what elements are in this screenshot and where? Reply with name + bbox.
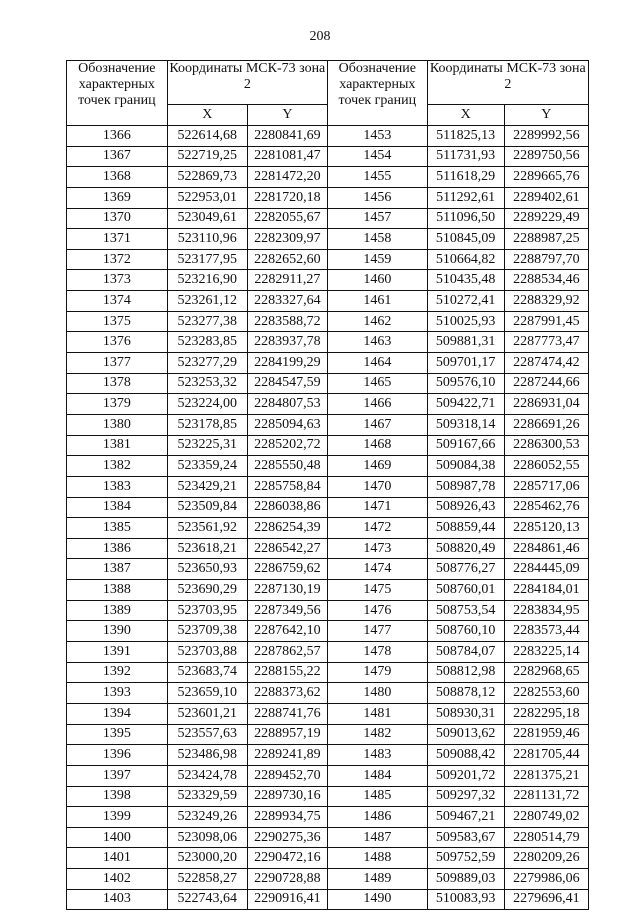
y-right: 2281959,46 bbox=[504, 724, 588, 745]
x-left: 523486,98 bbox=[167, 745, 247, 766]
point-id-right: 1478 bbox=[327, 642, 427, 663]
table-row bbox=[67, 642, 589, 663]
x-right: 508878,12 bbox=[427, 683, 504, 704]
table-row bbox=[67, 765, 589, 786]
table-row bbox=[67, 208, 589, 229]
y-right: 2286931,04 bbox=[504, 394, 588, 415]
header-x-left: X bbox=[167, 105, 247, 126]
point-id-right: 1461 bbox=[327, 291, 427, 312]
y-right: 2280209,26 bbox=[504, 848, 588, 869]
point-id-left: 1396 bbox=[67, 745, 168, 766]
x-right: 509422,71 bbox=[427, 394, 504, 415]
point-id-left: 1389 bbox=[67, 600, 168, 621]
y-left: 2281720,18 bbox=[247, 187, 327, 208]
header-coords-right: Координаты МСК-73 зона 2 bbox=[427, 61, 588, 105]
coordinates-table bbox=[66, 60, 589, 910]
x-right: 511618,29 bbox=[427, 167, 504, 188]
table-row bbox=[67, 497, 589, 518]
x-right: 510272,41 bbox=[427, 291, 504, 312]
y-right: 2283834,95 bbox=[504, 600, 588, 621]
point-id-left: 1388 bbox=[67, 580, 168, 601]
table-row bbox=[67, 311, 589, 332]
point-id-right: 1476 bbox=[327, 600, 427, 621]
x-left: 522953,01 bbox=[167, 187, 247, 208]
point-id-right: 1485 bbox=[327, 786, 427, 807]
table-row bbox=[67, 332, 589, 353]
y-right: 2285462,76 bbox=[504, 497, 588, 518]
x-left: 523709,38 bbox=[167, 621, 247, 642]
point-id-left: 1376 bbox=[67, 332, 168, 353]
point-id-right: 1464 bbox=[327, 353, 427, 374]
y-left: 2287349,56 bbox=[247, 600, 327, 621]
point-id-right: 1462 bbox=[327, 311, 427, 332]
point-id-left: 1378 bbox=[67, 373, 168, 394]
y-left: 2286542,27 bbox=[247, 538, 327, 559]
x-left: 523225,31 bbox=[167, 435, 247, 456]
point-id-right: 1479 bbox=[327, 662, 427, 683]
x-right: 511292,61 bbox=[427, 187, 504, 208]
header-coords-left: Координаты МСК-73 зона 2 bbox=[167, 61, 327, 105]
point-id-right: 1460 bbox=[327, 270, 427, 291]
point-id-left: 1373 bbox=[67, 270, 168, 291]
y-left: 2286254,39 bbox=[247, 518, 327, 539]
point-id-left: 1386 bbox=[67, 538, 168, 559]
y-left: 2285550,48 bbox=[247, 456, 327, 477]
y-right: 2289750,56 bbox=[504, 146, 588, 167]
x-left: 523703,88 bbox=[167, 642, 247, 663]
y-right: 2289665,76 bbox=[504, 167, 588, 188]
table-row bbox=[67, 621, 589, 642]
x-left: 522858,27 bbox=[167, 869, 247, 890]
point-id-right: 1467 bbox=[327, 414, 427, 435]
x-right: 508820,49 bbox=[427, 538, 504, 559]
x-left: 523249,26 bbox=[167, 807, 247, 828]
y-right: 2287991,45 bbox=[504, 311, 588, 332]
point-id-right: 1480 bbox=[327, 683, 427, 704]
x-left: 523561,92 bbox=[167, 518, 247, 539]
x-right: 508930,31 bbox=[427, 703, 504, 724]
x-left: 523359,24 bbox=[167, 456, 247, 477]
x-left: 523618,21 bbox=[167, 538, 247, 559]
x-right: 509701,17 bbox=[427, 353, 504, 374]
point-id-left: 1366 bbox=[67, 126, 168, 147]
point-id-right: 1454 bbox=[327, 146, 427, 167]
point-id-left: 1367 bbox=[67, 146, 168, 167]
x-right: 510025,93 bbox=[427, 311, 504, 332]
header-y-left: Y bbox=[247, 105, 327, 126]
point-id-left: 1403 bbox=[67, 889, 168, 910]
y-right: 2282553,60 bbox=[504, 683, 588, 704]
table-row bbox=[67, 559, 589, 580]
y-left: 2288741,76 bbox=[247, 703, 327, 724]
table-row bbox=[67, 414, 589, 435]
y-right: 2281705,44 bbox=[504, 745, 588, 766]
y-left: 2287130,19 bbox=[247, 580, 327, 601]
x-right: 508926,43 bbox=[427, 497, 504, 518]
table-row bbox=[67, 126, 589, 147]
point-id-right: 1471 bbox=[327, 497, 427, 518]
point-id-left: 1381 bbox=[67, 435, 168, 456]
y-left: 2283327,64 bbox=[247, 291, 327, 312]
y-left: 2281472,20 bbox=[247, 167, 327, 188]
point-id-right: 1466 bbox=[327, 394, 427, 415]
table-row bbox=[67, 869, 589, 890]
y-left: 2281081,47 bbox=[247, 146, 327, 167]
y-left: 2282055,67 bbox=[247, 208, 327, 229]
table-row bbox=[67, 683, 589, 704]
table-row bbox=[67, 249, 589, 270]
x-right: 508760,01 bbox=[427, 580, 504, 601]
y-left: 2290275,36 bbox=[247, 827, 327, 848]
table-row bbox=[67, 848, 589, 869]
point-id-left: 1369 bbox=[67, 187, 168, 208]
y-right: 2284445,09 bbox=[504, 559, 588, 580]
x-left: 523650,93 bbox=[167, 559, 247, 580]
point-id-right: 1486 bbox=[327, 807, 427, 828]
x-right: 509088,42 bbox=[427, 745, 504, 766]
x-right: 509583,67 bbox=[427, 827, 504, 848]
y-right: 2286691,26 bbox=[504, 414, 588, 435]
y-right: 2280749,02 bbox=[504, 807, 588, 828]
table-row bbox=[67, 827, 589, 848]
table-row bbox=[67, 353, 589, 374]
point-id-right: 1484 bbox=[327, 765, 427, 786]
table-row bbox=[67, 476, 589, 497]
y-left: 2284547,59 bbox=[247, 373, 327, 394]
x-right: 510435,48 bbox=[427, 270, 504, 291]
y-right: 2289229,49 bbox=[504, 208, 588, 229]
point-id-left: 1387 bbox=[67, 559, 168, 580]
point-id-right: 1459 bbox=[327, 249, 427, 270]
x-right: 510845,09 bbox=[427, 229, 504, 250]
point-id-left: 1395 bbox=[67, 724, 168, 745]
table-row bbox=[67, 889, 589, 910]
point-id-right: 1488 bbox=[327, 848, 427, 869]
x-right: 511825,13 bbox=[427, 126, 504, 147]
x-right: 508753,54 bbox=[427, 600, 504, 621]
y-left: 2284807,53 bbox=[247, 394, 327, 415]
point-id-right: 1477 bbox=[327, 621, 427, 642]
x-right: 509013,62 bbox=[427, 724, 504, 745]
x-right: 508776,27 bbox=[427, 559, 504, 580]
x-right: 509297,32 bbox=[427, 786, 504, 807]
table-row bbox=[67, 146, 589, 167]
x-left: 523000,20 bbox=[167, 848, 247, 869]
point-id-right: 1456 bbox=[327, 187, 427, 208]
y-left: 2286759,62 bbox=[247, 559, 327, 580]
y-left: 2283937,78 bbox=[247, 332, 327, 353]
x-right: 509467,21 bbox=[427, 807, 504, 828]
table-row bbox=[67, 394, 589, 415]
point-id-left: 1392 bbox=[67, 662, 168, 683]
x-left: 523098,06 bbox=[167, 827, 247, 848]
x-right: 510083,93 bbox=[427, 889, 504, 910]
x-left: 523557,63 bbox=[167, 724, 247, 745]
table-row bbox=[67, 229, 589, 250]
x-left: 522743,64 bbox=[167, 889, 247, 910]
y-left: 2288155,22 bbox=[247, 662, 327, 683]
x-right: 509167,66 bbox=[427, 435, 504, 456]
y-left: 2289241,89 bbox=[247, 745, 327, 766]
table-row bbox=[67, 600, 589, 621]
x-left: 523601,21 bbox=[167, 703, 247, 724]
point-id-right: 1455 bbox=[327, 167, 427, 188]
y-left: 2282652,60 bbox=[247, 249, 327, 270]
x-left: 523261,12 bbox=[167, 291, 247, 312]
x-left: 522869,73 bbox=[167, 167, 247, 188]
x-left: 523110,96 bbox=[167, 229, 247, 250]
table-row bbox=[67, 518, 589, 539]
x-left: 523224,00 bbox=[167, 394, 247, 415]
point-id-left: 1385 bbox=[67, 518, 168, 539]
point-id-left: 1402 bbox=[67, 869, 168, 890]
y-right: 2284861,46 bbox=[504, 538, 588, 559]
table-row bbox=[67, 703, 589, 724]
x-left: 523178,85 bbox=[167, 414, 247, 435]
point-id-right: 1472 bbox=[327, 518, 427, 539]
x-right: 509881,31 bbox=[427, 332, 504, 353]
x-left: 523429,21 bbox=[167, 476, 247, 497]
x-left: 523690,29 bbox=[167, 580, 247, 601]
y-left: 2287862,57 bbox=[247, 642, 327, 663]
y-left: 2280841,69 bbox=[247, 126, 327, 147]
y-right: 2281131,72 bbox=[504, 786, 588, 807]
x-left: 523329,59 bbox=[167, 786, 247, 807]
point-id-right: 1470 bbox=[327, 476, 427, 497]
x-right: 509889,03 bbox=[427, 869, 504, 890]
table-row bbox=[67, 270, 589, 291]
table-row bbox=[67, 435, 589, 456]
x-left: 523283,85 bbox=[167, 332, 247, 353]
y-right: 2283573,44 bbox=[504, 621, 588, 642]
point-id-left: 1398 bbox=[67, 786, 168, 807]
x-left: 522614,68 bbox=[167, 126, 247, 147]
point-id-left: 1379 bbox=[67, 394, 168, 415]
point-id-left: 1375 bbox=[67, 311, 168, 332]
y-right: 2288797,70 bbox=[504, 249, 588, 270]
x-left: 522719,25 bbox=[167, 146, 247, 167]
table-row bbox=[67, 745, 589, 766]
point-id-right: 1473 bbox=[327, 538, 427, 559]
table-row bbox=[67, 538, 589, 559]
point-id-right: 1468 bbox=[327, 435, 427, 456]
point-id-right: 1463 bbox=[327, 332, 427, 353]
point-id-left: 1372 bbox=[67, 249, 168, 270]
point-id-left: 1370 bbox=[67, 208, 168, 229]
y-left: 2285758,84 bbox=[247, 476, 327, 497]
y-left: 2290472,16 bbox=[247, 848, 327, 869]
y-right: 2279986,06 bbox=[504, 869, 588, 890]
point-id-right: 1469 bbox=[327, 456, 427, 477]
x-left: 523277,29 bbox=[167, 353, 247, 374]
table-row bbox=[67, 724, 589, 745]
y-left: 2285202,72 bbox=[247, 435, 327, 456]
x-left: 523424,78 bbox=[167, 765, 247, 786]
y-right: 2286300,53 bbox=[504, 435, 588, 456]
x-right: 509576,10 bbox=[427, 373, 504, 394]
x-right: 511731,93 bbox=[427, 146, 504, 167]
x-left: 523277,38 bbox=[167, 311, 247, 332]
point-id-right: 1482 bbox=[327, 724, 427, 745]
x-right: 509201,72 bbox=[427, 765, 504, 786]
header-point-label-left: Обозначение характерных точек границ bbox=[67, 61, 168, 126]
point-id-right: 1487 bbox=[327, 827, 427, 848]
point-id-right: 1474 bbox=[327, 559, 427, 580]
x-right: 510664,82 bbox=[427, 249, 504, 270]
point-id-right: 1490 bbox=[327, 889, 427, 910]
y-left: 2285094,63 bbox=[247, 414, 327, 435]
table-row bbox=[67, 291, 589, 312]
table-row bbox=[67, 786, 589, 807]
point-id-right: 1458 bbox=[327, 229, 427, 250]
y-left: 2286038,86 bbox=[247, 497, 327, 518]
point-id-left: 1400 bbox=[67, 827, 168, 848]
header-x-right: X bbox=[427, 105, 504, 126]
point-id-left: 1371 bbox=[67, 229, 168, 250]
y-right: 2282295,18 bbox=[504, 703, 588, 724]
y-right: 2287773,47 bbox=[504, 332, 588, 353]
y-right: 2279696,41 bbox=[504, 889, 588, 910]
y-right: 2285717,06 bbox=[504, 476, 588, 497]
x-left: 523683,74 bbox=[167, 662, 247, 683]
point-id-right: 1475 bbox=[327, 580, 427, 601]
y-left: 2284199,29 bbox=[247, 353, 327, 374]
point-id-left: 1397 bbox=[67, 765, 168, 786]
point-id-left: 1401 bbox=[67, 848, 168, 869]
y-right: 2282968,65 bbox=[504, 662, 588, 683]
y-right: 2287474,42 bbox=[504, 353, 588, 374]
point-id-right: 1465 bbox=[327, 373, 427, 394]
point-id-right: 1483 bbox=[327, 745, 427, 766]
x-right: 511096,50 bbox=[427, 208, 504, 229]
point-id-left: 1393 bbox=[67, 683, 168, 704]
x-left: 523216,90 bbox=[167, 270, 247, 291]
x-right: 509318,14 bbox=[427, 414, 504, 435]
table-row bbox=[67, 807, 589, 828]
y-left: 2290728,88 bbox=[247, 869, 327, 890]
x-right: 508859,44 bbox=[427, 518, 504, 539]
point-id-right: 1481 bbox=[327, 703, 427, 724]
y-right: 2283225,14 bbox=[504, 642, 588, 663]
point-id-left: 1390 bbox=[67, 621, 168, 642]
x-left: 523509,84 bbox=[167, 497, 247, 518]
y-left: 2288957,19 bbox=[247, 724, 327, 745]
table-row bbox=[67, 580, 589, 601]
y-left: 2290916,41 bbox=[247, 889, 327, 910]
x-right: 508812,98 bbox=[427, 662, 504, 683]
table-row bbox=[67, 373, 589, 394]
point-id-left: 1368 bbox=[67, 167, 168, 188]
x-left: 523177,95 bbox=[167, 249, 247, 270]
y-right: 2288329,92 bbox=[504, 291, 588, 312]
y-right: 2284184,01 bbox=[504, 580, 588, 601]
x-right: 508784,07 bbox=[427, 642, 504, 663]
point-id-left: 1380 bbox=[67, 414, 168, 435]
y-left: 2282309,97 bbox=[247, 229, 327, 250]
y-left: 2282911,27 bbox=[247, 270, 327, 291]
table-row bbox=[67, 662, 589, 683]
y-left: 2289452,70 bbox=[247, 765, 327, 786]
point-id-right: 1453 bbox=[327, 126, 427, 147]
point-id-left: 1374 bbox=[67, 291, 168, 312]
y-right: 2289992,56 bbox=[504, 126, 588, 147]
y-right: 2287244,66 bbox=[504, 373, 588, 394]
table-row bbox=[67, 456, 589, 477]
x-right: 508987,78 bbox=[427, 476, 504, 497]
x-left: 523659,10 bbox=[167, 683, 247, 704]
point-id-left: 1383 bbox=[67, 476, 168, 497]
header-point-label-right: Обозначение характерных точек границ bbox=[327, 61, 427, 126]
x-left: 523703,95 bbox=[167, 600, 247, 621]
x-left: 523049,61 bbox=[167, 208, 247, 229]
x-left: 523253,32 bbox=[167, 373, 247, 394]
y-right: 2285120,13 bbox=[504, 518, 588, 539]
y-right: 2280514,79 bbox=[504, 827, 588, 848]
point-id-left: 1394 bbox=[67, 703, 168, 724]
point-id-right: 1457 bbox=[327, 208, 427, 229]
page-number: 208 bbox=[309, 29, 331, 44]
point-id-left: 1377 bbox=[67, 353, 168, 374]
y-right: 2281375,21 bbox=[504, 765, 588, 786]
x-right: 508760,10 bbox=[427, 621, 504, 642]
y-left: 2283588,72 bbox=[247, 311, 327, 332]
point-id-right: 1489 bbox=[327, 869, 427, 890]
point-id-left: 1391 bbox=[67, 642, 168, 663]
y-right: 2289402,61 bbox=[504, 187, 588, 208]
point-id-left: 1384 bbox=[67, 497, 168, 518]
table-row bbox=[67, 187, 589, 208]
x-right: 509084,38 bbox=[427, 456, 504, 477]
y-right: 2288534,46 bbox=[504, 270, 588, 291]
y-left: 2289730,16 bbox=[247, 786, 327, 807]
y-right: 2286052,55 bbox=[504, 456, 588, 477]
y-left: 2287642,10 bbox=[247, 621, 327, 642]
table-body bbox=[67, 126, 589, 910]
table-row bbox=[67, 167, 589, 188]
x-right: 509752,59 bbox=[427, 848, 504, 869]
y-left: 2289934,75 bbox=[247, 807, 327, 828]
y-right: 2288987,25 bbox=[504, 229, 588, 250]
header-y-right: Y bbox=[504, 105, 588, 126]
point-id-left: 1399 bbox=[67, 807, 168, 828]
point-id-left: 1382 bbox=[67, 456, 168, 477]
y-left: 2288373,62 bbox=[247, 683, 327, 704]
